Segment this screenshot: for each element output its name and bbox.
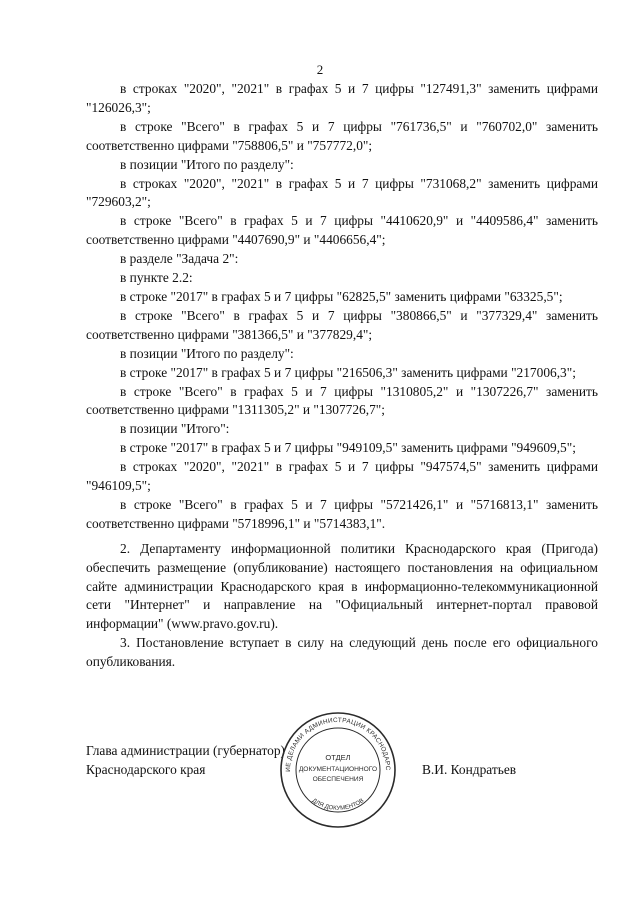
stamp-center-line3: ОБЕСПЕЧЕНИЯ (312, 776, 364, 783)
document-paragraph: в позиции "Итого по разделу": (120, 345, 294, 361)
document-paragraph: в строке "Всего" в графах 5 и 7 цифры "5721426,1" и "5716813,1" заменить соответственно цифрами "5718996,1" и "5714383,1". (86, 496, 598, 531)
document-paragraph: в строке "2017" в графах 5 и 7 цифры "62825,5" заменить цифрами "63325,5"; (120, 288, 563, 304)
document-paragraph: в строке "Всего" в графах 5 и 7 цифры "4410620,9" и "4409586,4" заменить соответственно цифрами "4407690,9" и "4406656,4"; (86, 213, 598, 248)
page-number: 2 (316, 62, 324, 77)
document-paragraph: в строке "Всего" в графах 5 и 7 цифры "380866,5" и "377329,4" заменить соответственно цифрами "381366,5" и "377829,4"; (86, 307, 598, 342)
document-body (86, 80, 598, 672)
signatory-position-line2: Краснодарского края (86, 761, 206, 777)
stamp-outer-text: УПРАВЛЕНИЕ ДЕЛАМИ АДМИНИСТРАЦИИ КРАСНОДАРСКОГО КРАЯ (275, 705, 392, 772)
document-paragraph: в строках "2020", "2021" в графах 5 и 7 цифры "731068,2" заменить цифрами "729603,2"; (86, 175, 598, 210)
document-paragraph: в строках "2020", "2021" в графах 5 и 7 цифры "947574,5" заменить цифрами "946109,5"; (86, 459, 598, 494)
signatory-position-line1: Глава администрации (губернатор) (86, 743, 286, 758)
official-stamp (275, 705, 398, 830)
document-paragraph: 2. Департаменту информационной политики Краснодарского края (Пригода) обеспечить размещение (опубликование) настоящего постановления на официальном сайте администрации Краснодарского края в информационно-телекоммуникационной сети "Интернет" и направление на "Официальный интернет-портал правовой информации" (www.pravo.gov.ru). (86, 540, 598, 632)
signatory-position (86, 742, 285, 780)
document-paragraph: в позиции "Итого по разделу": (120, 156, 294, 172)
document-paragraph: в строке "Всего" в графах 5 и 7 цифры "1310805,2" и "1307226,7" заменить соответственно цифрами "1311305,2" и "1307726,7"; (86, 383, 598, 418)
document-paragraph: в пункте 2.2: (120, 270, 193, 286)
stamp-bottom-text: ДЛЯ ДОКУМЕНТОВ (310, 797, 366, 812)
signatory-name: В.И. Кондратьев (422, 762, 517, 777)
stamp-center-line1: ОТДЕЛ (325, 753, 351, 762)
document-paragraph: в позиции "Итого": (120, 421, 230, 437)
document-paragraph: в строке "2017" в графах 5 и 7 цифры "949109,5" заменить цифрами "949609,5"; (120, 440, 576, 456)
document-paragraph: в строке "2017" в графах 5 и 7 цифры "216506,3" заменить цифрами "217006,3"; (120, 364, 576, 380)
document-paragraph: в разделе "Задача 2": (120, 251, 239, 267)
document-paragraph: в строке "Всего" в графах 5 и 7 цифры "761736,5" и "760702,0" заменить соответственно цифрами "758806,5" и "757772,0"; (86, 118, 598, 153)
stamp-center-line2: ДОКУМЕНТАЦИОННОГО (298, 766, 378, 773)
document-paragraph: 3. Постановление вступает в силу на следующий день после его официального опубликования. (86, 635, 598, 670)
document-paragraph: в строках "2020", "2021" в графах 5 и 7 цифры "127491,3" заменить цифрами "126026,3"; (86, 81, 598, 115)
stamp-seal-icon (275, 705, 398, 830)
svg-text:ДЛЯ ДОКУМЕНТОВ (311, 798, 365, 812)
